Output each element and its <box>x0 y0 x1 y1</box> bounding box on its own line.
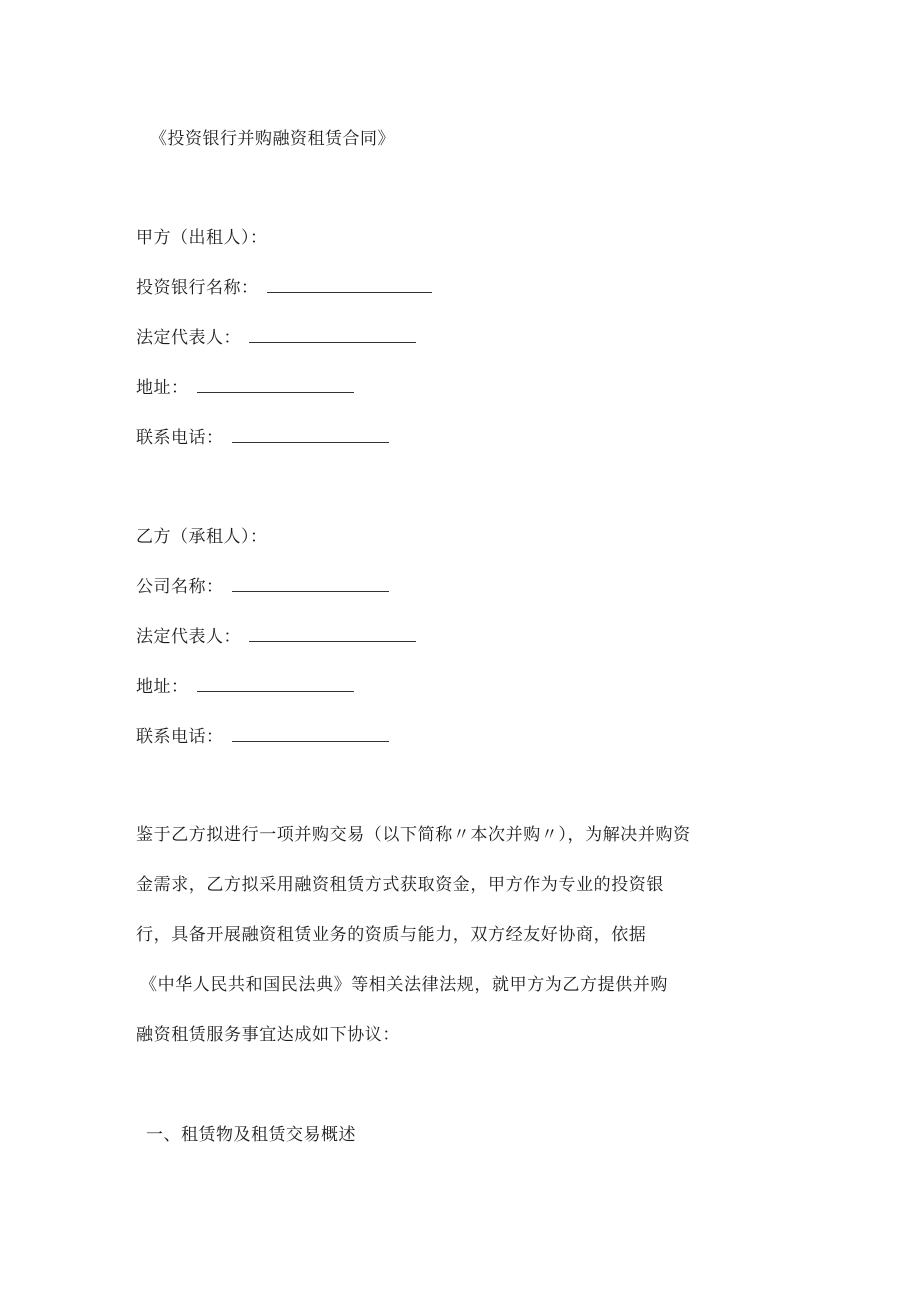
party-b-representative-blank <box>249 627 416 642</box>
party-a-bank-name-blank <box>267 278 432 293</box>
party-b-company-name-blank <box>232 577 389 592</box>
party-b-phone-label: 联系电话： <box>136 727 224 747</box>
party-a-phone-label: 联系电话： <box>136 428 224 448</box>
section-1-heading: 一、租赁物及租赁交易概述 <box>146 1125 356 1145</box>
preamble-line-5: 融资租赁服务事宜达成如下协议： <box>136 1025 400 1045</box>
party-a-representative-label: 法定代表人： <box>136 328 241 348</box>
party-a-address-row <box>136 376 354 400</box>
party-a-bank-name-row <box>136 276 432 300</box>
contract-title: 《投资银行并购融资租赁合同》 <box>150 129 395 149</box>
preamble-line-3: 行，具备开展融资租赁业务的资质与能力，双方经友好协商，依据 <box>136 925 647 945</box>
party-b-address-label: 地址： <box>136 677 189 697</box>
party-a-phone-row <box>136 426 389 450</box>
party-b-phone-row <box>136 725 389 749</box>
party-a-bank-name-label: 投资银行名称： <box>136 278 259 298</box>
party-b-representative-label: 法定代表人： <box>136 627 241 647</box>
party-a-heading: 甲方（出租人）： <box>136 228 268 248</box>
party-a-representative-row <box>136 326 416 350</box>
party-b-address-blank <box>197 677 354 692</box>
party-b-heading: 乙方（承租人）： <box>136 527 268 547</box>
preamble-line-2: 金需求，乙方拟采用融资租赁方式获取资金，甲方作为专业的投资银 <box>136 875 664 895</box>
party-a-address-label: 地址： <box>136 378 189 398</box>
party-a-representative-blank <box>249 328 416 343</box>
preamble-line-4: 《中华人民共和国民法典》等相关法律法规，就甲方为乙方提供并购 <box>140 975 668 995</box>
party-b-company-name-row <box>136 575 389 599</box>
party-a-address-blank <box>197 378 354 393</box>
party-a-phone-blank <box>232 428 389 443</box>
party-b-phone-blank <box>232 727 389 742</box>
party-b-address-row <box>136 675 354 699</box>
party-b-company-name-label: 公司名称： <box>136 577 224 597</box>
preamble-line-1: 鉴于乙方拟进行一项并购交易（以下简称〃本次并购〃），为解决并购资 <box>136 825 691 845</box>
party-b-representative-row <box>136 625 416 649</box>
